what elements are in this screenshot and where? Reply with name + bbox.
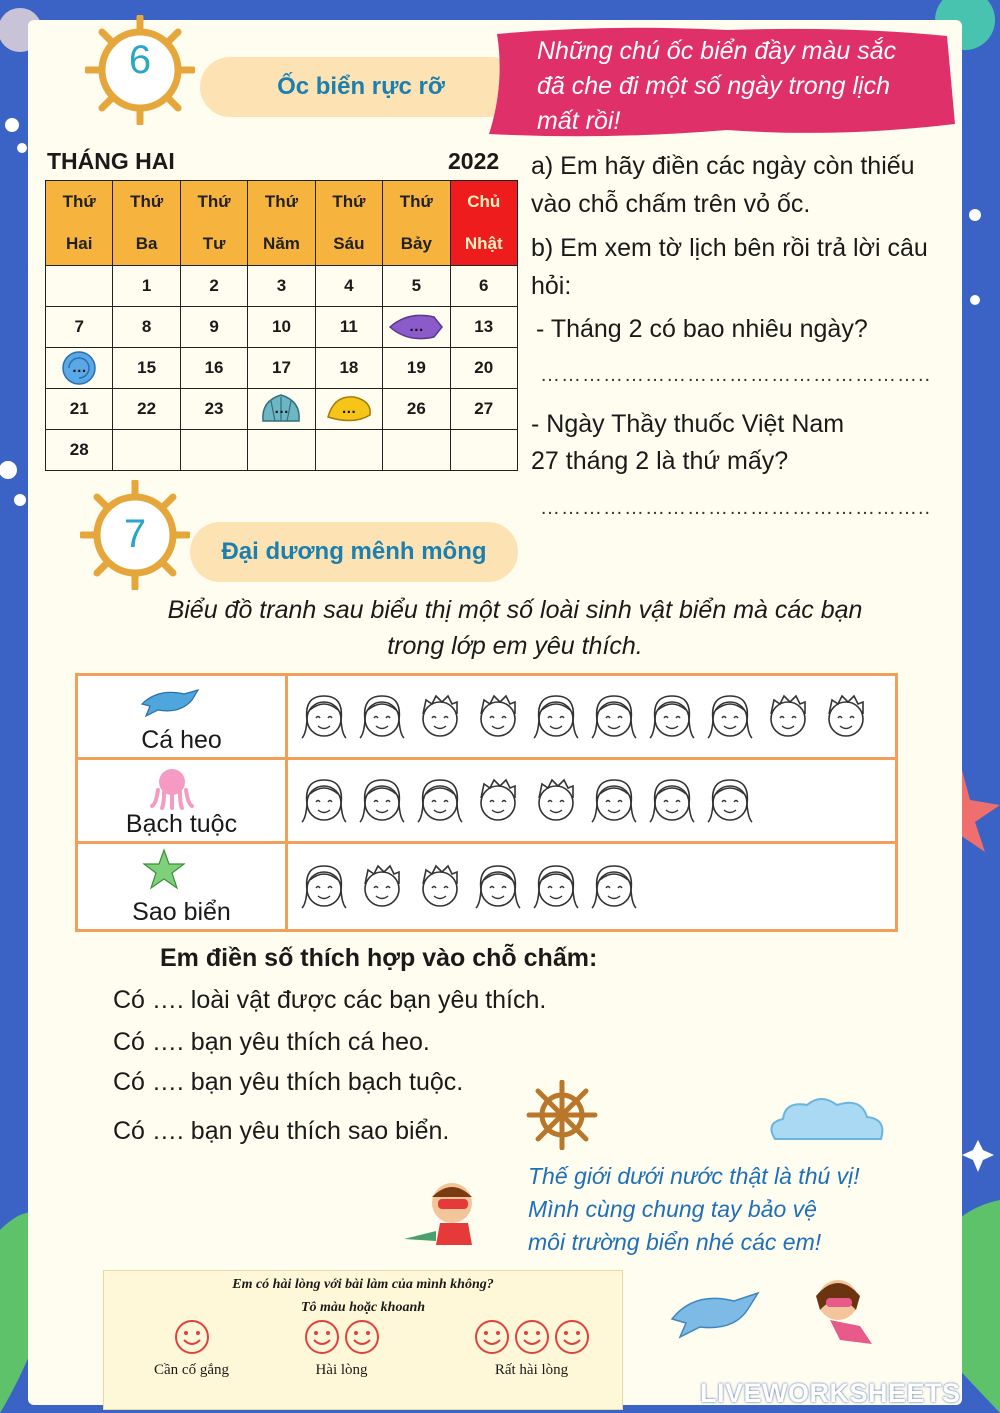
chart-row bbox=[77, 843, 897, 931]
smiley-icon bbox=[174, 1319, 210, 1355]
calendar-day bbox=[248, 430, 315, 471]
calendar-week-row bbox=[46, 389, 518, 430]
animal-label: Bạch tuộc bbox=[125, 810, 238, 838]
fill-line[interactable]: Có …. bạn yêu thích sao biển. bbox=[113, 1117, 450, 1145]
diver-girl-icon bbox=[800, 1270, 880, 1350]
weekday-label: Thứ Tư bbox=[197, 192, 231, 253]
octopus-icon bbox=[150, 766, 194, 810]
girl-face-icon bbox=[472, 860, 524, 914]
smiley-icon bbox=[554, 1319, 590, 1355]
liveworksheets-watermark: LIVEWORKSHEETS bbox=[700, 1378, 961, 1408]
boy-face-icon bbox=[762, 690, 814, 744]
calendar-day: 11 bbox=[315, 307, 382, 348]
calendar-day: 19 bbox=[383, 348, 450, 389]
animal-cell bbox=[77, 675, 287, 759]
boy-face-icon bbox=[414, 690, 466, 744]
smiley-group bbox=[284, 1319, 399, 1360]
calendar-day: 1 bbox=[113, 266, 180, 307]
message-line1: Thế giới dưới nước thật là thú vị! bbox=[528, 1163, 860, 1189]
calendar-day: 13 bbox=[450, 307, 517, 348]
boy-face-icon bbox=[472, 690, 524, 744]
girl-face-icon bbox=[588, 774, 640, 828]
calendar-day: 18 bbox=[315, 348, 382, 389]
calendar-week-row bbox=[46, 307, 518, 348]
chart-intro-line1: Biểu đồ tranh sau biểu thị một số loài sinh vật biển mà các bạn bbox=[167, 596, 863, 624]
smiley-icon bbox=[514, 1319, 550, 1355]
calendar-day bbox=[383, 430, 450, 471]
calendar-day bbox=[113, 430, 180, 471]
calendar-month: THÁNG HAI bbox=[47, 148, 175, 174]
calendar-day: 21 bbox=[46, 389, 113, 430]
calendar-day: 6 bbox=[450, 266, 517, 307]
girl-face-icon bbox=[356, 774, 408, 828]
animal-cell bbox=[77, 759, 287, 843]
smiley-icon bbox=[474, 1319, 510, 1355]
calendar-day bbox=[315, 430, 382, 471]
section-6-note: Những chú ốc biển đầy màu sắc đã che đi một số ngày trong lịch mất rồi! bbox=[537, 37, 897, 135]
girl-face-icon bbox=[646, 690, 698, 744]
fill-title: Em điền số thích hợp vào chỗ chấm: bbox=[160, 944, 598, 972]
fill-line[interactable]: Có …. bạn yêu thích cá heo. bbox=[113, 1028, 430, 1056]
smiley-icon bbox=[344, 1319, 380, 1355]
boy-face-icon bbox=[530, 774, 582, 828]
shell-blank: … bbox=[273, 400, 289, 417]
smiley-group bbox=[459, 1319, 604, 1360]
section-6-number: 6 bbox=[128, 38, 152, 82]
chart-intro-line2: trong lớp em yêu thích. bbox=[387, 632, 643, 660]
weekday-header bbox=[46, 181, 113, 266]
girl-face-icon bbox=[704, 774, 756, 828]
chart-row bbox=[77, 759, 897, 843]
evaluation-question: Em có hài lòng với bài làm của mình không? bbox=[232, 1277, 494, 1292]
evaluation-label: Rất hài lòng bbox=[494, 1362, 569, 1378]
chart-row bbox=[77, 675, 897, 759]
girl-face-icon bbox=[704, 690, 756, 744]
smiley-group bbox=[134, 1319, 249, 1360]
weekday-label: Thứ Năm bbox=[263, 192, 300, 253]
calendar-day: 16 bbox=[180, 348, 247, 389]
weekday-header bbox=[113, 181, 180, 266]
boy-face-icon bbox=[356, 860, 408, 914]
dolphin-icon bbox=[668, 1285, 763, 1340]
calendar-day: 28 bbox=[46, 430, 113, 471]
calendar-day: 23 bbox=[180, 389, 247, 430]
boy-face-icon bbox=[472, 774, 524, 828]
girl-face-icon bbox=[414, 774, 466, 828]
calendar-week-row bbox=[46, 348, 518, 389]
evaluation-hint: Tô màu hoặc khoanh bbox=[300, 1300, 426, 1315]
calendar-header-row bbox=[46, 181, 518, 266]
faces-cell bbox=[287, 759, 897, 843]
answer-line-1[interactable]: ……………………………………………….. bbox=[540, 364, 932, 386]
section-7-title: Đại dương mênh mông bbox=[190, 522, 518, 582]
calendar-day: 2 bbox=[180, 266, 247, 307]
calendar-day: 10 bbox=[248, 307, 315, 348]
girl-face-icon bbox=[356, 690, 408, 744]
girl-face-icon bbox=[298, 860, 350, 914]
calendar-year: 2022 bbox=[448, 148, 500, 174]
calendar-day: 17 bbox=[248, 348, 315, 389]
fill-line[interactable]: Có …. loài vật được các bạn yêu thích. bbox=[113, 986, 547, 1014]
weekday-label: Chủ Nhật bbox=[464, 192, 503, 253]
weekday-header bbox=[383, 181, 450, 266]
calendar-week-row bbox=[46, 266, 518, 307]
faces-row bbox=[288, 676, 895, 757]
faces-cell bbox=[287, 675, 897, 759]
faces-cell bbox=[287, 843, 897, 931]
calendar-day: 22 bbox=[113, 389, 180, 430]
message-line2: Mình cùng chung tay bảo vệ bbox=[528, 1196, 817, 1222]
calendar-day: 4 bbox=[315, 266, 382, 307]
self-evaluation-box bbox=[103, 1270, 623, 1410]
weekday-header bbox=[248, 181, 315, 266]
hidden-day-shell[interactable] bbox=[315, 389, 382, 430]
calendar-day bbox=[450, 430, 517, 471]
evaluation-label: Hài lòng bbox=[315, 1362, 368, 1378]
boy-face-icon bbox=[414, 860, 466, 914]
sub-question-2-line1: - Ngày Thầy thuốc Việt Nam bbox=[531, 410, 845, 438]
calendar-day: 15 bbox=[113, 348, 180, 389]
calendar-day: 26 bbox=[383, 389, 450, 430]
chart-intro bbox=[90, 592, 940, 664]
shell-blank: … bbox=[341, 400, 357, 417]
weekday-header bbox=[180, 181, 247, 266]
girl-face-icon bbox=[530, 690, 582, 744]
evaluation-label: Cần cố gắng bbox=[154, 1362, 229, 1378]
calendar-day: 8 bbox=[113, 307, 180, 348]
ship-wheel-small-icon bbox=[525, 1080, 600, 1150]
sub-question-2-line2: 27 tháng 2 là thứ mấy? bbox=[531, 447, 789, 475]
answer-line-2[interactable]: ……………………………………………….. bbox=[540, 497, 932, 519]
girl-face-icon bbox=[646, 774, 698, 828]
message-box bbox=[528, 1160, 860, 1259]
girl-face-icon bbox=[588, 860, 640, 914]
hidden-day-shell[interactable] bbox=[46, 348, 113, 389]
calendar-day bbox=[46, 266, 113, 307]
calendar-table bbox=[45, 180, 518, 471]
sunday-header bbox=[450, 181, 517, 266]
starfish-icon bbox=[142, 848, 186, 892]
girl-face-icon bbox=[588, 690, 640, 744]
weekday-label: Thứ Hai bbox=[62, 192, 96, 253]
diver-boy-icon bbox=[400, 1175, 500, 1260]
animal-label: Sao biển bbox=[132, 898, 231, 926]
calendar-day: 9 bbox=[180, 307, 247, 348]
calendar-week-row bbox=[46, 430, 518, 471]
weekday-label: Thứ Ba bbox=[130, 192, 164, 253]
evaluation-option[interactable] bbox=[459, 1319, 604, 1379]
question-b: b) Em xem tờ lịch bên rồi trả lời câu hỏi: bbox=[531, 234, 928, 300]
girl-face-icon bbox=[298, 774, 350, 828]
calendar-day: 20 bbox=[450, 348, 517, 389]
calendar-day bbox=[180, 430, 247, 471]
hidden-day-shell[interactable] bbox=[383, 307, 450, 348]
fill-line[interactable]: Có …. bạn yêu thích bạch tuộc. bbox=[113, 1068, 464, 1096]
calendar-day: 27 bbox=[450, 389, 517, 430]
weekday-header bbox=[315, 181, 382, 266]
girl-face-icon bbox=[530, 860, 582, 914]
question-a: a) Em hãy điền các ngày còn thiếu vào chỗ chấm trên vỏ ốc. bbox=[531, 152, 915, 218]
hidden-day-shell[interactable] bbox=[248, 389, 315, 430]
faces-row bbox=[288, 844, 895, 929]
shell-blank: … bbox=[408, 318, 424, 335]
picture-chart bbox=[75, 673, 898, 932]
calendar-day: 7 bbox=[46, 307, 113, 348]
cloud-icon bbox=[765, 1093, 890, 1145]
faces-row bbox=[288, 760, 895, 841]
dolphin-icon bbox=[140, 684, 200, 718]
message-line3: môi trường biển nhé các em! bbox=[528, 1229, 822, 1255]
sub-question-1: - Tháng 2 có bao nhiêu ngày? bbox=[536, 315, 868, 343]
weekday-label: Thứ Sáu bbox=[332, 192, 366, 253]
evaluation-option[interactable] bbox=[284, 1319, 399, 1379]
section-7-number: 7 bbox=[123, 512, 147, 556]
shell-blank: … bbox=[71, 359, 87, 376]
boy-face-icon bbox=[820, 690, 872, 744]
weekday-label: Thứ Bảy bbox=[399, 192, 433, 253]
evaluation-option[interactable] bbox=[134, 1319, 249, 1379]
calendar-day: 3 bbox=[248, 266, 315, 307]
animal-label: Cá heo bbox=[141, 726, 222, 754]
smiley-icon bbox=[304, 1319, 340, 1355]
section-6-title: Ốc biển rực rỡ bbox=[200, 57, 522, 117]
girl-face-icon bbox=[298, 690, 350, 744]
calendar-day: 5 bbox=[383, 266, 450, 307]
animal-cell bbox=[77, 843, 287, 931]
